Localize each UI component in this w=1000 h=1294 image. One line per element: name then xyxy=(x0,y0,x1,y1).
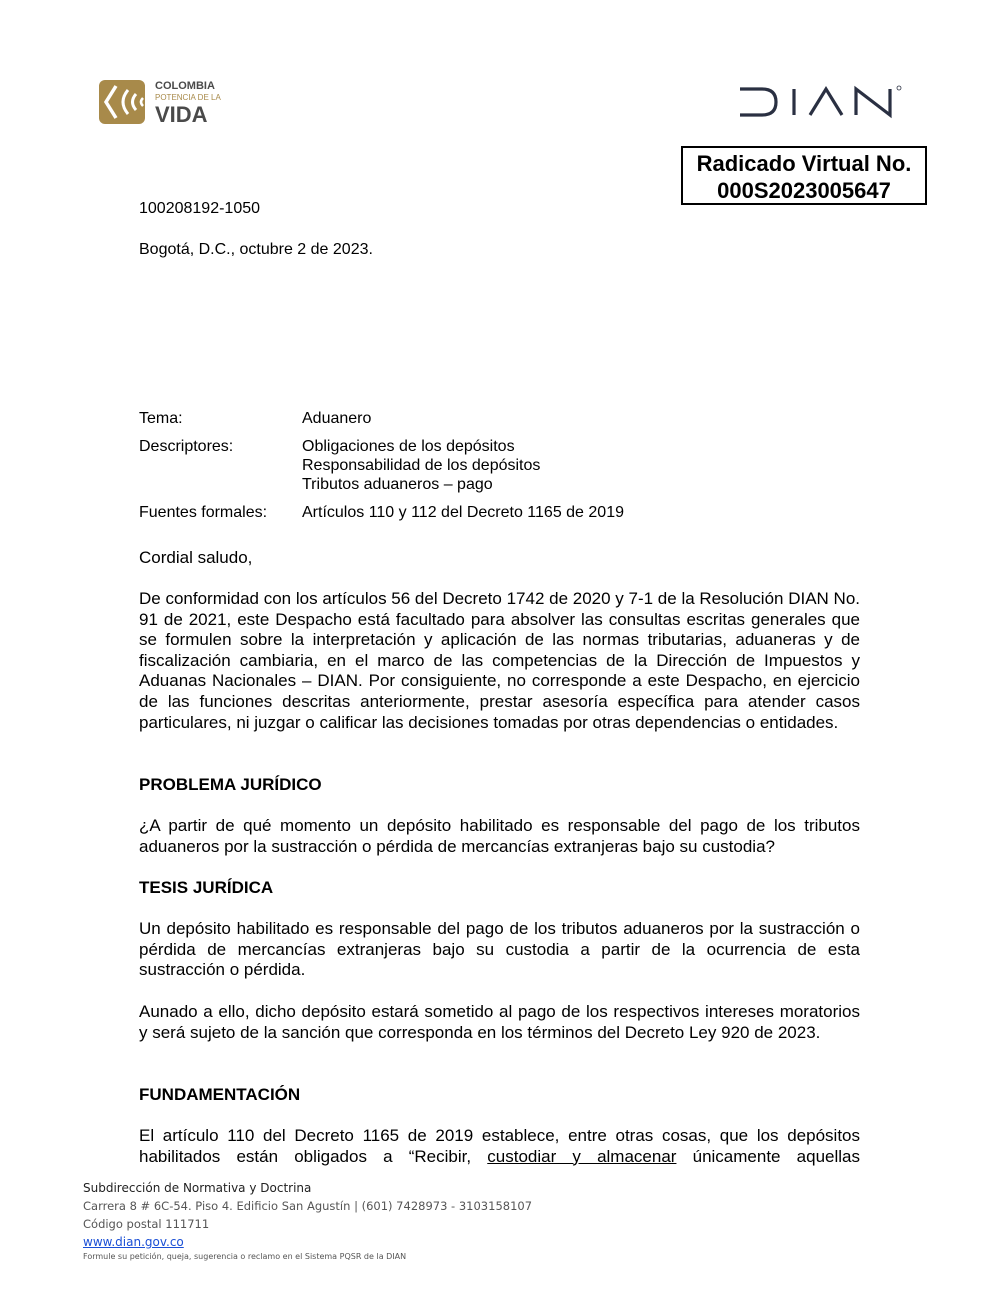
fuentes-label: Fuentes formales: xyxy=(139,504,268,521)
fundamentacion-underlined: custodiar y almacenar xyxy=(487,1146,677,1166)
dian-logo-icon xyxy=(738,84,904,120)
footer-website-link[interactable]: www.dian.gov.co xyxy=(83,1235,184,1249)
descriptores-list xyxy=(302,437,540,494)
logo-line1: COLOMBIA xyxy=(155,80,215,92)
problema-text: ¿A partir de qué momento un depósito habilitado es responsable del pago de los tributos aduaneros por la sustracción o pérdida de mercancías extranjeras bajo su custodia? xyxy=(139,816,860,856)
radicado-number: 000S2023005647 xyxy=(717,178,891,203)
logo-line3: VIDA xyxy=(155,102,208,127)
descriptor-item: Obligaciones de los depósitos xyxy=(302,438,515,455)
tesis-text-1: Un depósito habilitado es responsable del pago de los tributos aduaneros por la sustracción o pérdida de mercancías extranjeras bajo su custodia a partir de la ocurrencia de esta sustracción o pérdida. xyxy=(139,919,860,980)
fundamentacion-text-b: únicamente aquellas xyxy=(676,1146,860,1166)
footer-postal: Código postal 111711 xyxy=(83,1217,210,1231)
tesis-heading: TESIS JURÍDICA xyxy=(139,878,274,897)
date-line: Bogotá, D.C., octubre 2 de 2023. xyxy=(139,241,373,258)
descriptores-label: Descriptores: xyxy=(139,438,234,455)
footer-address: Carrera 8 # 6C-54. Piso 4. Edificio San Agustín | (601) 7428973 - 3103158107 xyxy=(83,1199,533,1213)
footer-title: Subdirección de Normativa y Doctrina xyxy=(83,1181,312,1195)
problema-heading: PROBLEMA JURÍDICO xyxy=(139,775,322,794)
tesis-text-2: Aunado a ello, dicho depósito estará sometido al pago de los respectivos intereses moratorios y será sujeto de la sanción que corresponda en los términos del Decreto Ley 920 de 2023. xyxy=(139,1002,860,1042)
fundamentacion-text-a: El artículo 110 del Decreto 1165 de 2019 establece, entre otras cosas, que los depósitos habilitados están obligados a “Recibir, xyxy=(139,1126,860,1166)
colombia-logo-icon xyxy=(98,76,233,128)
footer xyxy=(83,1179,532,1263)
dian-logo xyxy=(738,84,904,120)
greeting: Cordial saludo, xyxy=(139,548,253,567)
radicado-label: Radicado Virtual No. xyxy=(696,151,912,176)
logo-line2: POTENCIA DE LA xyxy=(155,93,221,102)
radicado-box xyxy=(681,146,927,205)
fuentes-value: Artículos 110 y 112 del Decreto 1165 de 2019 xyxy=(302,504,624,521)
intro-paragraph: De conformidad con los artículos 56 del Decreto 1742 de 2020 y 7-1 de la Resolución DIAN No. 91 de 2021, este Despacho está facultado para absolver las consultas escritas generales que se formulen sobre la interpretación y aplicación de las normas tributarias, aduaneras y de fiscalización cambiaria, en el marco de las competencias de la Dirección de Impuestos y Aduanas Nacionales – DIAN. Por consiguiente, no corresponde a este Despacho, en ejercicio de las funciones descritas anteriormente, prestar asesoría específica para atender casos particulares, ni juzgar o calificar las decisiones tomadas por otras dependencias o entidades. xyxy=(139,589,861,732)
footer-pqsr: Formule su petición, queja, sugerencia o reclamo en el Sistema PQSR de la DIAN xyxy=(83,1252,407,1261)
fundamentacion-text xyxy=(139,1126,860,1167)
fundamentacion-heading: FUNDAMENTACIÓN xyxy=(139,1085,301,1104)
tema-value: Aduanero xyxy=(302,410,372,427)
tema-label: Tema: xyxy=(139,410,183,427)
reference-number: 100208192-1050 xyxy=(139,200,261,217)
descriptor-item: Responsabilidad de los depósitos xyxy=(302,457,541,474)
colombia-potencia-logo xyxy=(98,76,233,128)
descriptor-item: Tributos aduaneros – pago xyxy=(302,476,493,493)
